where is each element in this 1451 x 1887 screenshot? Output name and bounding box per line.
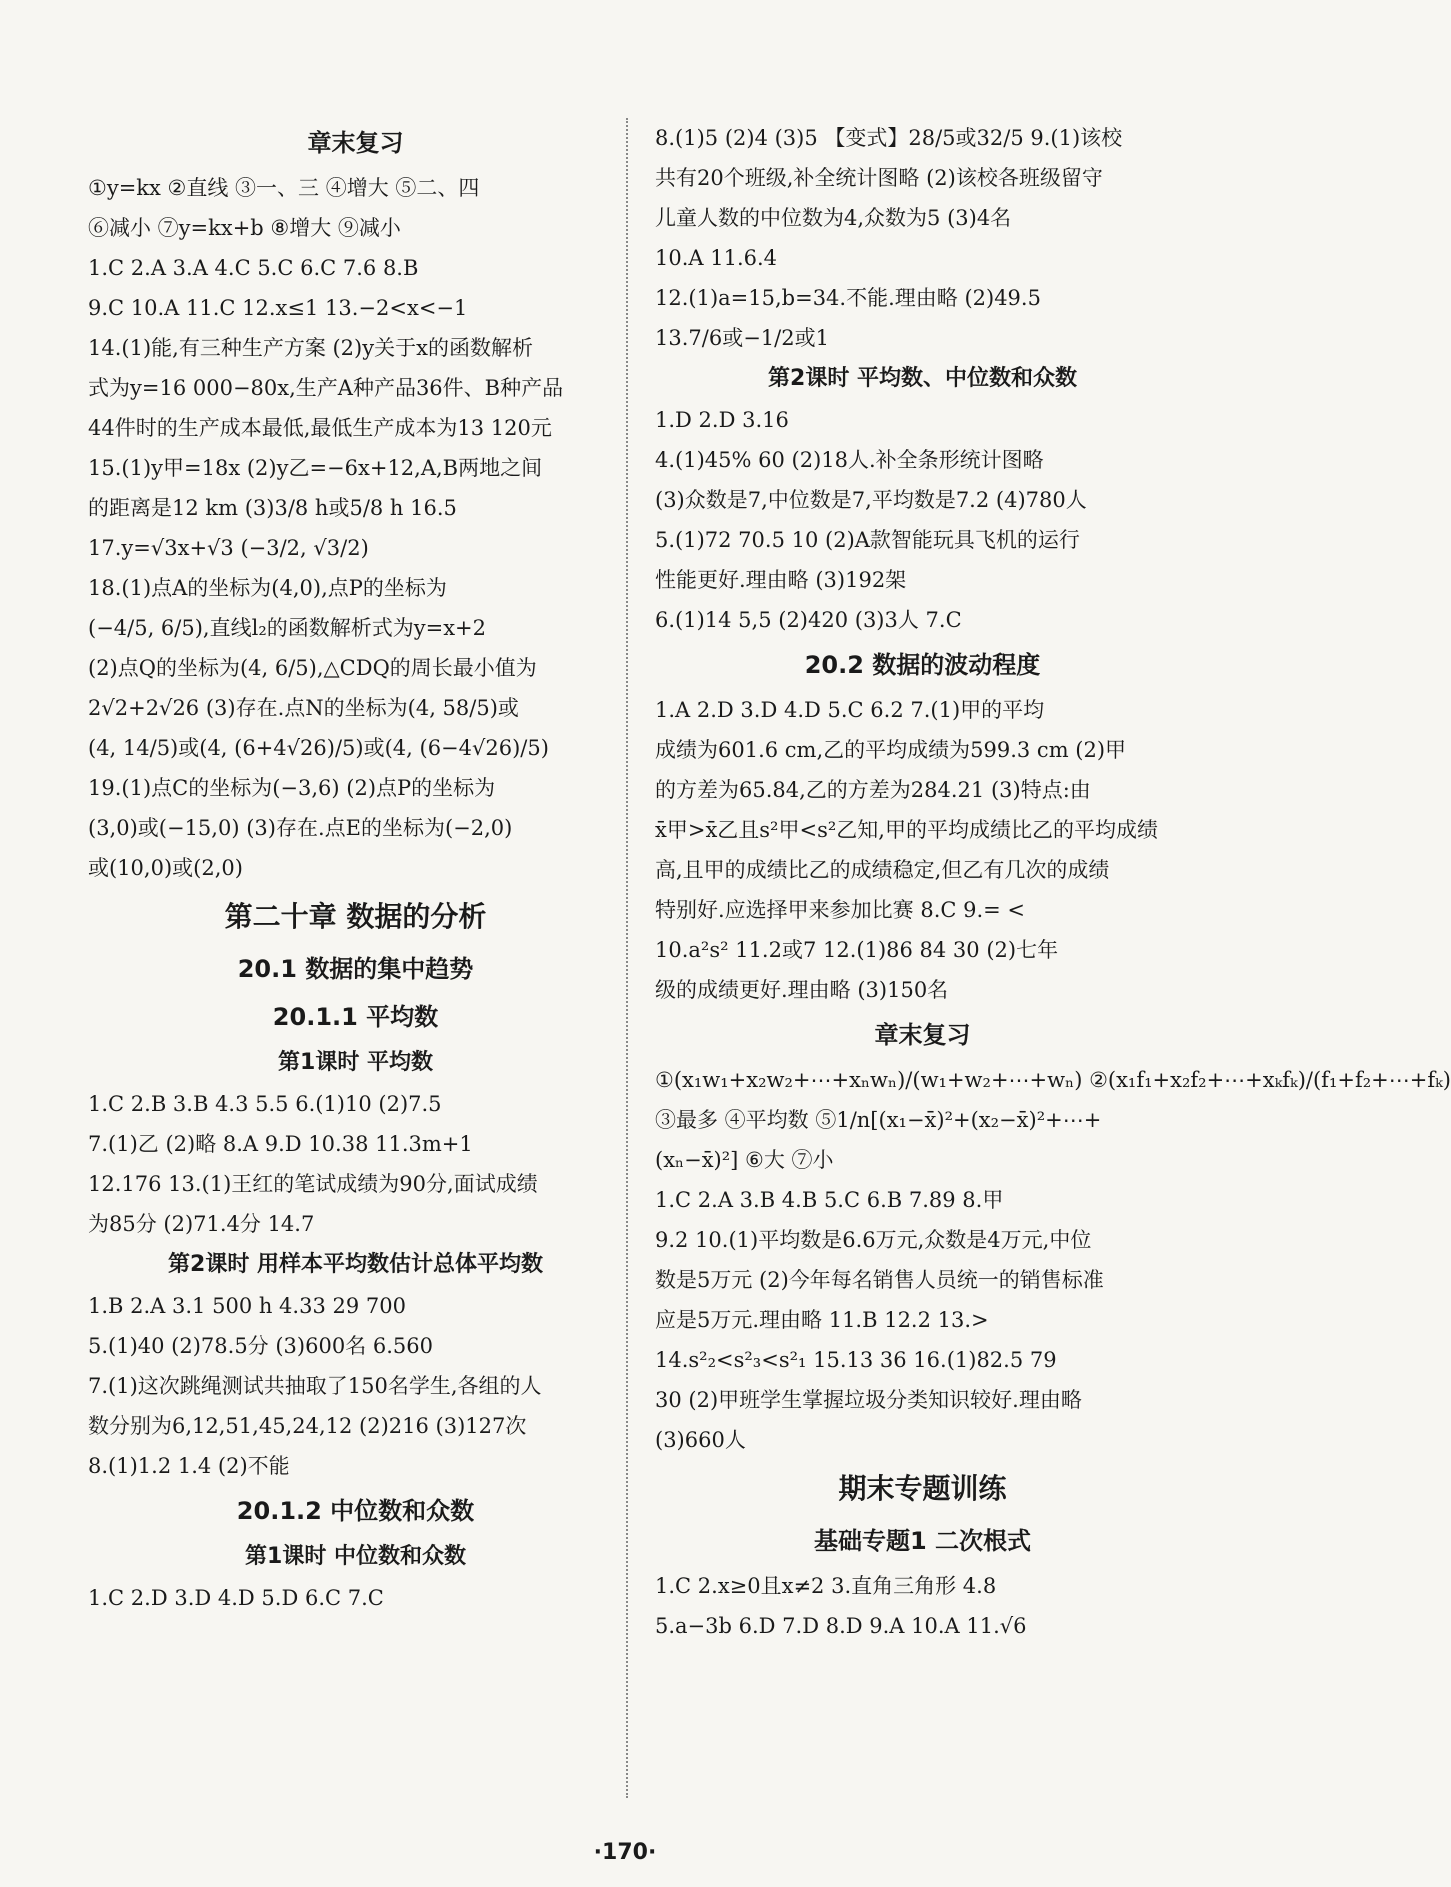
- section-title: 基础专题1 二次根式: [813, 1527, 1032, 1555]
- answer-line: 12.176 13.(1)王红的笔试成绩为90分,面试成绩: [88, 1172, 538, 1196]
- answer-line: (4, 14/5)或(4, (6+4√26)/5)或(4, (6−4√26)/5): [88, 736, 549, 760]
- answer-line: 成绩为601.6 cm,乙的平均成绩为599.3 cm (2)甲: [655, 738, 1127, 762]
- answer-line: 1.C 2.D 3.D 4.D 5.D 6.C 7.C: [88, 1586, 384, 1610]
- answer-line: 的距离是12 km (3)3/8 h或5/8 h 16.5: [88, 496, 457, 520]
- answer-line: ③最多 ④平均数 ⑤1/n[(x₁−x̄)²+(x₂−x̄)²+⋯+: [655, 1108, 1102, 1132]
- answer-line: (3)众数是7,中位数是7,平均数是7.2 (4)780人: [655, 488, 1087, 512]
- section-title: 20.1.2 中位数和众数: [236, 1497, 475, 1525]
- column-divider: [626, 118, 628, 1798]
- answer-line: 5.(1)72 70.5 10 (2)A款智能玩具飞机的运行: [655, 528, 1080, 552]
- answer-line: 的方差为65.84,乙的方差为284.21 (3)特点:由: [655, 778, 1091, 802]
- answer-line: 9.2 10.(1)平均数是6.6万元,众数是4万元,中位: [655, 1228, 1092, 1252]
- answer-line: 1.C 2.A 3.A 4.C 5.C 6.C 7.6 8.B: [88, 256, 419, 280]
- answer-line: 应是5万元.理由略 11.B 12.2 13.>: [655, 1308, 989, 1332]
- answer-line: 8.(1)1.2 1.4 (2)不能: [88, 1454, 290, 1478]
- answer-line: 式为y=16 000−80x,生产A种产品36件、B种产品: [88, 376, 564, 400]
- answer-line: 共有20个班级,补全统计图略 (2)该校各班级留守: [655, 166, 1103, 190]
- answer-line: 17.y=√3x+√3 (−3/2, √3/2): [88, 536, 369, 560]
- answer-line: 或(10,0)或(2,0): [88, 856, 243, 880]
- answer-line: 特别好.应选择甲来参加比赛 8.C 9.= <: [655, 898, 1026, 922]
- answer-line: (xₙ−x̄)²] ⑥大 ⑦小: [655, 1148, 834, 1172]
- answer-line: 1.C 2.A 3.B 4.B 5.C 6.B 7.89 8.甲: [655, 1188, 1004, 1212]
- answer-line: 为85分 (2)71.4分 14.7: [88, 1212, 315, 1236]
- answer-line: 级的成绩更好.理由略 (3)150名: [655, 978, 949, 1002]
- answer-line: 6.(1)14 5,5 (2)420 (3)3人 7.C: [655, 608, 962, 632]
- answer-line: 2√2+2√26 (3)存在.点N的坐标为(4, 58/5)或: [88, 696, 519, 720]
- answer-line: 数是5万元 (2)今年每名销售人员统一的销售标准: [655, 1268, 1104, 1292]
- right-column: [655, 118, 1451, 1646]
- answer-line: 30 (2)甲班学生掌握垃圾分类知识较好.理由略: [655, 1388, 1082, 1412]
- answer-line: 10.a²s² 11.2或7 12.(1)86 84 30 (2)七年: [655, 938, 1059, 962]
- answer-line: 1.D 2.D 3.16: [655, 408, 789, 432]
- answer-line: (−4/5, 6/5),直线l₂的函数解析式为y=x+2: [88, 616, 486, 640]
- answer-line: 15.(1)y甲=18x (2)y乙=−6x+12,A,B两地之间: [88, 456, 543, 480]
- section-title: 章末复习: [874, 1021, 971, 1049]
- answer-line: 7.(1)这次跳绳测试共抽取了150名学生,各组的人: [88, 1374, 542, 1398]
- answer-line: 1.A 2.D 3.D 4.D 5.C 6.2 7.(1)甲的平均: [655, 698, 1045, 722]
- left-column: [88, 118, 623, 1618]
- answer-line: 14.s²₂<s²₃<s²₁ 15.13 36 16.(1)82.5 79: [655, 1348, 1057, 1372]
- answer-line: 5.a−3b 6.D 7.D 8.D 9.A 10.A 11.√6: [655, 1614, 1027, 1638]
- answer-line: 12.(1)a=15,b=34.不能.理由略 (2)49.5: [655, 286, 1041, 310]
- section-title: 第2课时 用样本平均数估计总体平均数: [168, 1252, 543, 1277]
- answer-line: 数分别为6,12,51,45,24,12 (2)216 (3)127次: [88, 1414, 527, 1438]
- answer-line: 1.C 2.x≥0且x≠2 3.直角三角形 4.8: [655, 1574, 997, 1598]
- answer-line: 14.(1)能,有三种生产方案 (2)y关于x的函数解析: [88, 336, 533, 360]
- section-title: 第二十章 数据的分析: [224, 900, 487, 933]
- answer-line: 高,且甲的成绩比乙的成绩稳定,但乙有几次的成绩: [655, 858, 1110, 882]
- answer-line: (2)点Q的坐标为(4, 6/5),△CDQ的周长最小值为: [88, 656, 537, 680]
- section-title: 20.1 数据的集中趋势: [237, 955, 474, 983]
- answer-line: (3)660人: [655, 1428, 746, 1452]
- answer-line: 9.C 10.A 11.C 12.x≤1 13.−2<x<−1: [88, 296, 468, 320]
- page-number: ·170·: [593, 1840, 657, 1865]
- section-title: 章末复习: [307, 129, 404, 157]
- section-title: 第1课时 中位数和众数: [245, 1544, 466, 1569]
- section-title: 20.1.1 平均数: [272, 1003, 439, 1031]
- answer-line: ①(x₁w₁+x₂w₂+⋯+xₙwₙ)/(w₁+w₂+⋯+wₙ) ②(x₁f₁+x₂f₂+⋯+xₖfₖ)/(f₁+f₂+⋯+fₖ): [655, 1068, 1451, 1092]
- answer-line: x̄甲>x̄乙且s²甲<s²乙知,甲的平均成绩比乙的平均成绩: [655, 818, 1158, 842]
- answer-line: 13.7/6或−1/2或1: [655, 326, 829, 350]
- answer-line: 1.C 2.B 3.B 4.3 5.5 6.(1)10 (2)7.5: [88, 1092, 442, 1116]
- section-title: 第1课时 平均数: [278, 1050, 433, 1075]
- answer-line: 4.(1)45% 60 (2)18人.补全条形统计图略: [655, 448, 1044, 472]
- answer-line: 1.B 2.A 3.1 500 h 4.33 29 700: [88, 1294, 406, 1318]
- answer-line: 44件时的生产成本最低,最低生产成本为13 120元: [88, 416, 552, 440]
- section-title: 第2课时 平均数、中位数和众数: [768, 366, 1077, 391]
- answer-line: 儿童人数的中位数为4,众数为5 (3)4名: [655, 206, 1012, 230]
- answer-line: 5.(1)40 (2)78.5分 (3)600名 6.560: [88, 1334, 433, 1358]
- answer-line: (3,0)或(−15,0) (3)存在.点E的坐标为(−2,0): [88, 816, 513, 840]
- answer-line: 19.(1)点C的坐标为(−3,6) (2)点P的坐标为: [88, 776, 496, 800]
- answer-line: 性能更好.理由略 (3)192架: [655, 568, 907, 592]
- answer-line: 7.(1)乙 (2)略 8.A 9.D 10.38 11.3m+1: [88, 1132, 473, 1156]
- answer-line: 10.A 11.6.4: [655, 246, 778, 270]
- section-title: 期末专题训练: [838, 1472, 1007, 1505]
- answer-line: ①y=kx ②直线 ③一、三 ④增大 ⑤二、四: [88, 176, 480, 200]
- answer-line: 8.(1)5 (2)4 (3)5 【变式】28/5或32/5 9.(1)该校: [655, 126, 1123, 150]
- section-title: 20.2 数据的波动程度: [804, 651, 1041, 679]
- answer-line: ⑥减小 ⑦y=kx+b ⑧增大 ⑨减小: [88, 216, 401, 240]
- answer-line: 18.(1)点A的坐标为(4,0),点P的坐标为: [88, 576, 447, 600]
